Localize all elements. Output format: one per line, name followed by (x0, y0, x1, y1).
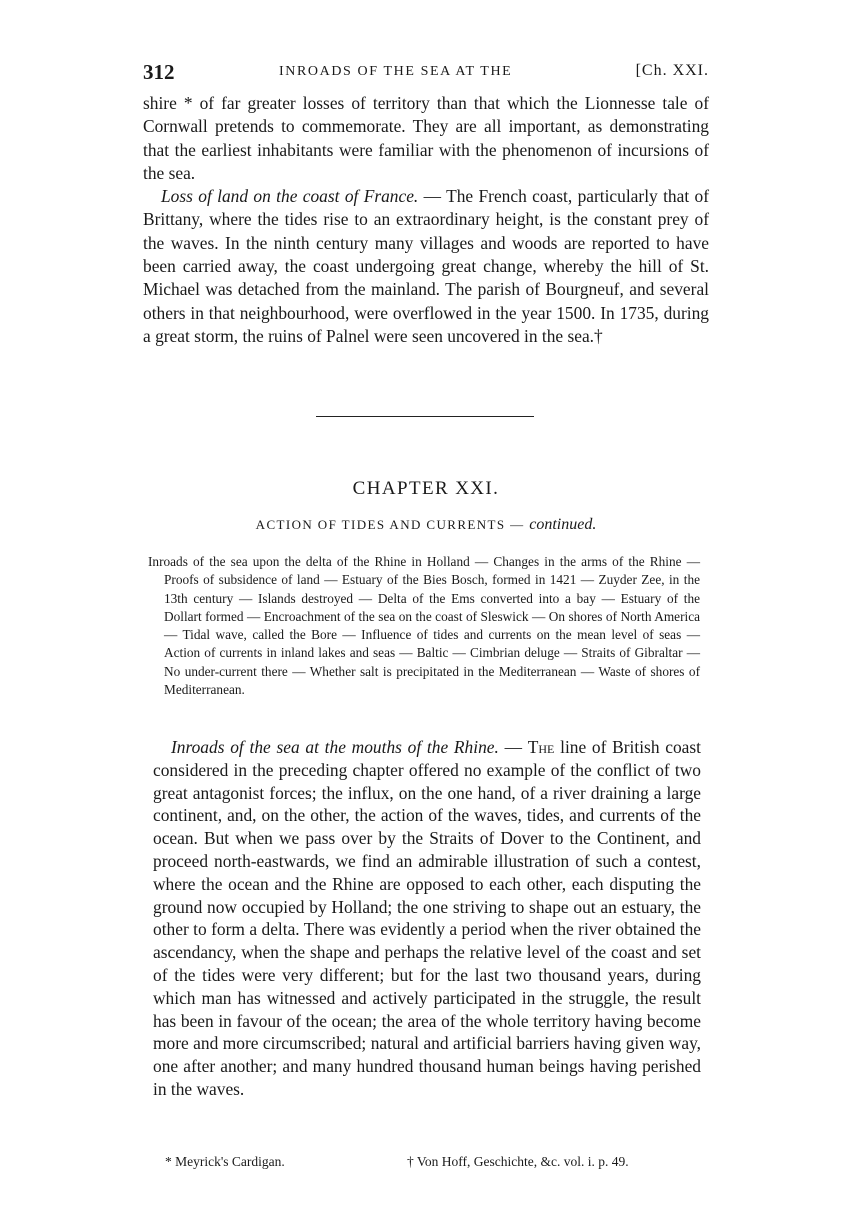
section-heading-rhine: Inroads of the sea at the mouths of the Rhine. (171, 737, 499, 757)
chapter-subtitle-text: ACTION OF TIDES AND CURRENTS — (255, 517, 530, 532)
running-header (143, 60, 709, 86)
footnote-2: † Von Hoff, Geschichte, &c. vol. i. p. 49. (407, 1154, 629, 1169)
chapter-subtitle-continued: continued. (529, 516, 597, 533)
intro-paragraph: shire * of far greater losses of territory than that which the Lionnesse tale of Cornwall pretends to commemorate. They are all important, as demonstrating that the earliest inhabitants were familiar with the phenomenon of incursions of the sea. (143, 93, 709, 183)
page-number: 312 (143, 60, 175, 84)
running-title: INROADS OF THE SEA AT THE (279, 64, 513, 79)
rhine-paragraph-body: line of British coast considered in the preceding chapter offered no example of the conflict of two great antagonist forces; the influx, on the one hand, of a river draining a large continent, and, on the other, the action of the waves, tides, and currents of the ocean. But when we pass over by the Straits of Dover to the Continent, and proceed north-eastwards, we find an admirable illustration of such a contest, where the ocean and the Rhine are opposed to each other, each disputing the ground now occupied by Holland; the one striving to shape out an estuary, the other to form a delta. There was evidently a period when the river obtained the ascendancy, when the shape and perhaps the relative level of the coast and set of the tides were very different; but for the last two thousand years, during which man has witnessed and actively participated in the struggle, the result has been in favour of the ocean; the area of the whole territory having become more and more circumscribed; natural and artificial barriers having given way, one after another; and many hundred thousand human beings having perished in the waves. (153, 737, 701, 1099)
section-heading-france: Loss of land on the coast of France. (161, 186, 419, 207)
chapter-reference: [Ch. XXI. (635, 62, 709, 79)
france-paragraph-body: — The French coast, particularly that of Brittany, where the tides rise to an extraordinary height, is the constant prey of the waves. In the ninth century many villages and woods are reported to have been carried away, the coast undergoing great change, whereby the hill of St. Michael was detached from the mainland. The parish of Bourgneuf, and several others in that neighbourhood, were overflowed in the year 1500. In 1735, during a great storm, the ruins of Palnel were seen uncovered in the sea.† (143, 186, 709, 346)
footnote-1: * Meyrick's Cardigan. (165, 1154, 285, 1169)
rhine-paragraph (153, 736, 701, 1101)
chapter-title: CHAPTER XXI. (352, 478, 500, 499)
main-text (153, 736, 701, 1101)
intro-text (143, 92, 709, 348)
chapter-summary: Inroads of the sea upon the delta of the Rhine in Holland — Changes in the arms of the Rhine — Proofs of subsidence of land — Estuary of the Bies Bosch, formed in 1421 — Zuyder Zee, in the 13th century — Islands destroyed — Delta of the Ems converted into a bay — Estuary of the Dollart formed — Encroachment of the sea on the coast of Sleswick — On shores of North America — Tidal wave, called the Bore — Influence of tides and currents on the mean level of seas — Action of currents in inland lakes and seas — Baltic — Cimbrian deluge — Straits of Gibraltar — No under-current there — Whether salt is precipitated in the Mediterranean — Waste of shores of Mediterranean. (148, 554, 700, 698)
chapter-subtitle (143, 516, 709, 534)
section-divider (316, 416, 534, 417)
lead-word: The (527, 737, 555, 757)
heading-dash: — (498, 737, 528, 757)
france-paragraph (143, 185, 709, 348)
